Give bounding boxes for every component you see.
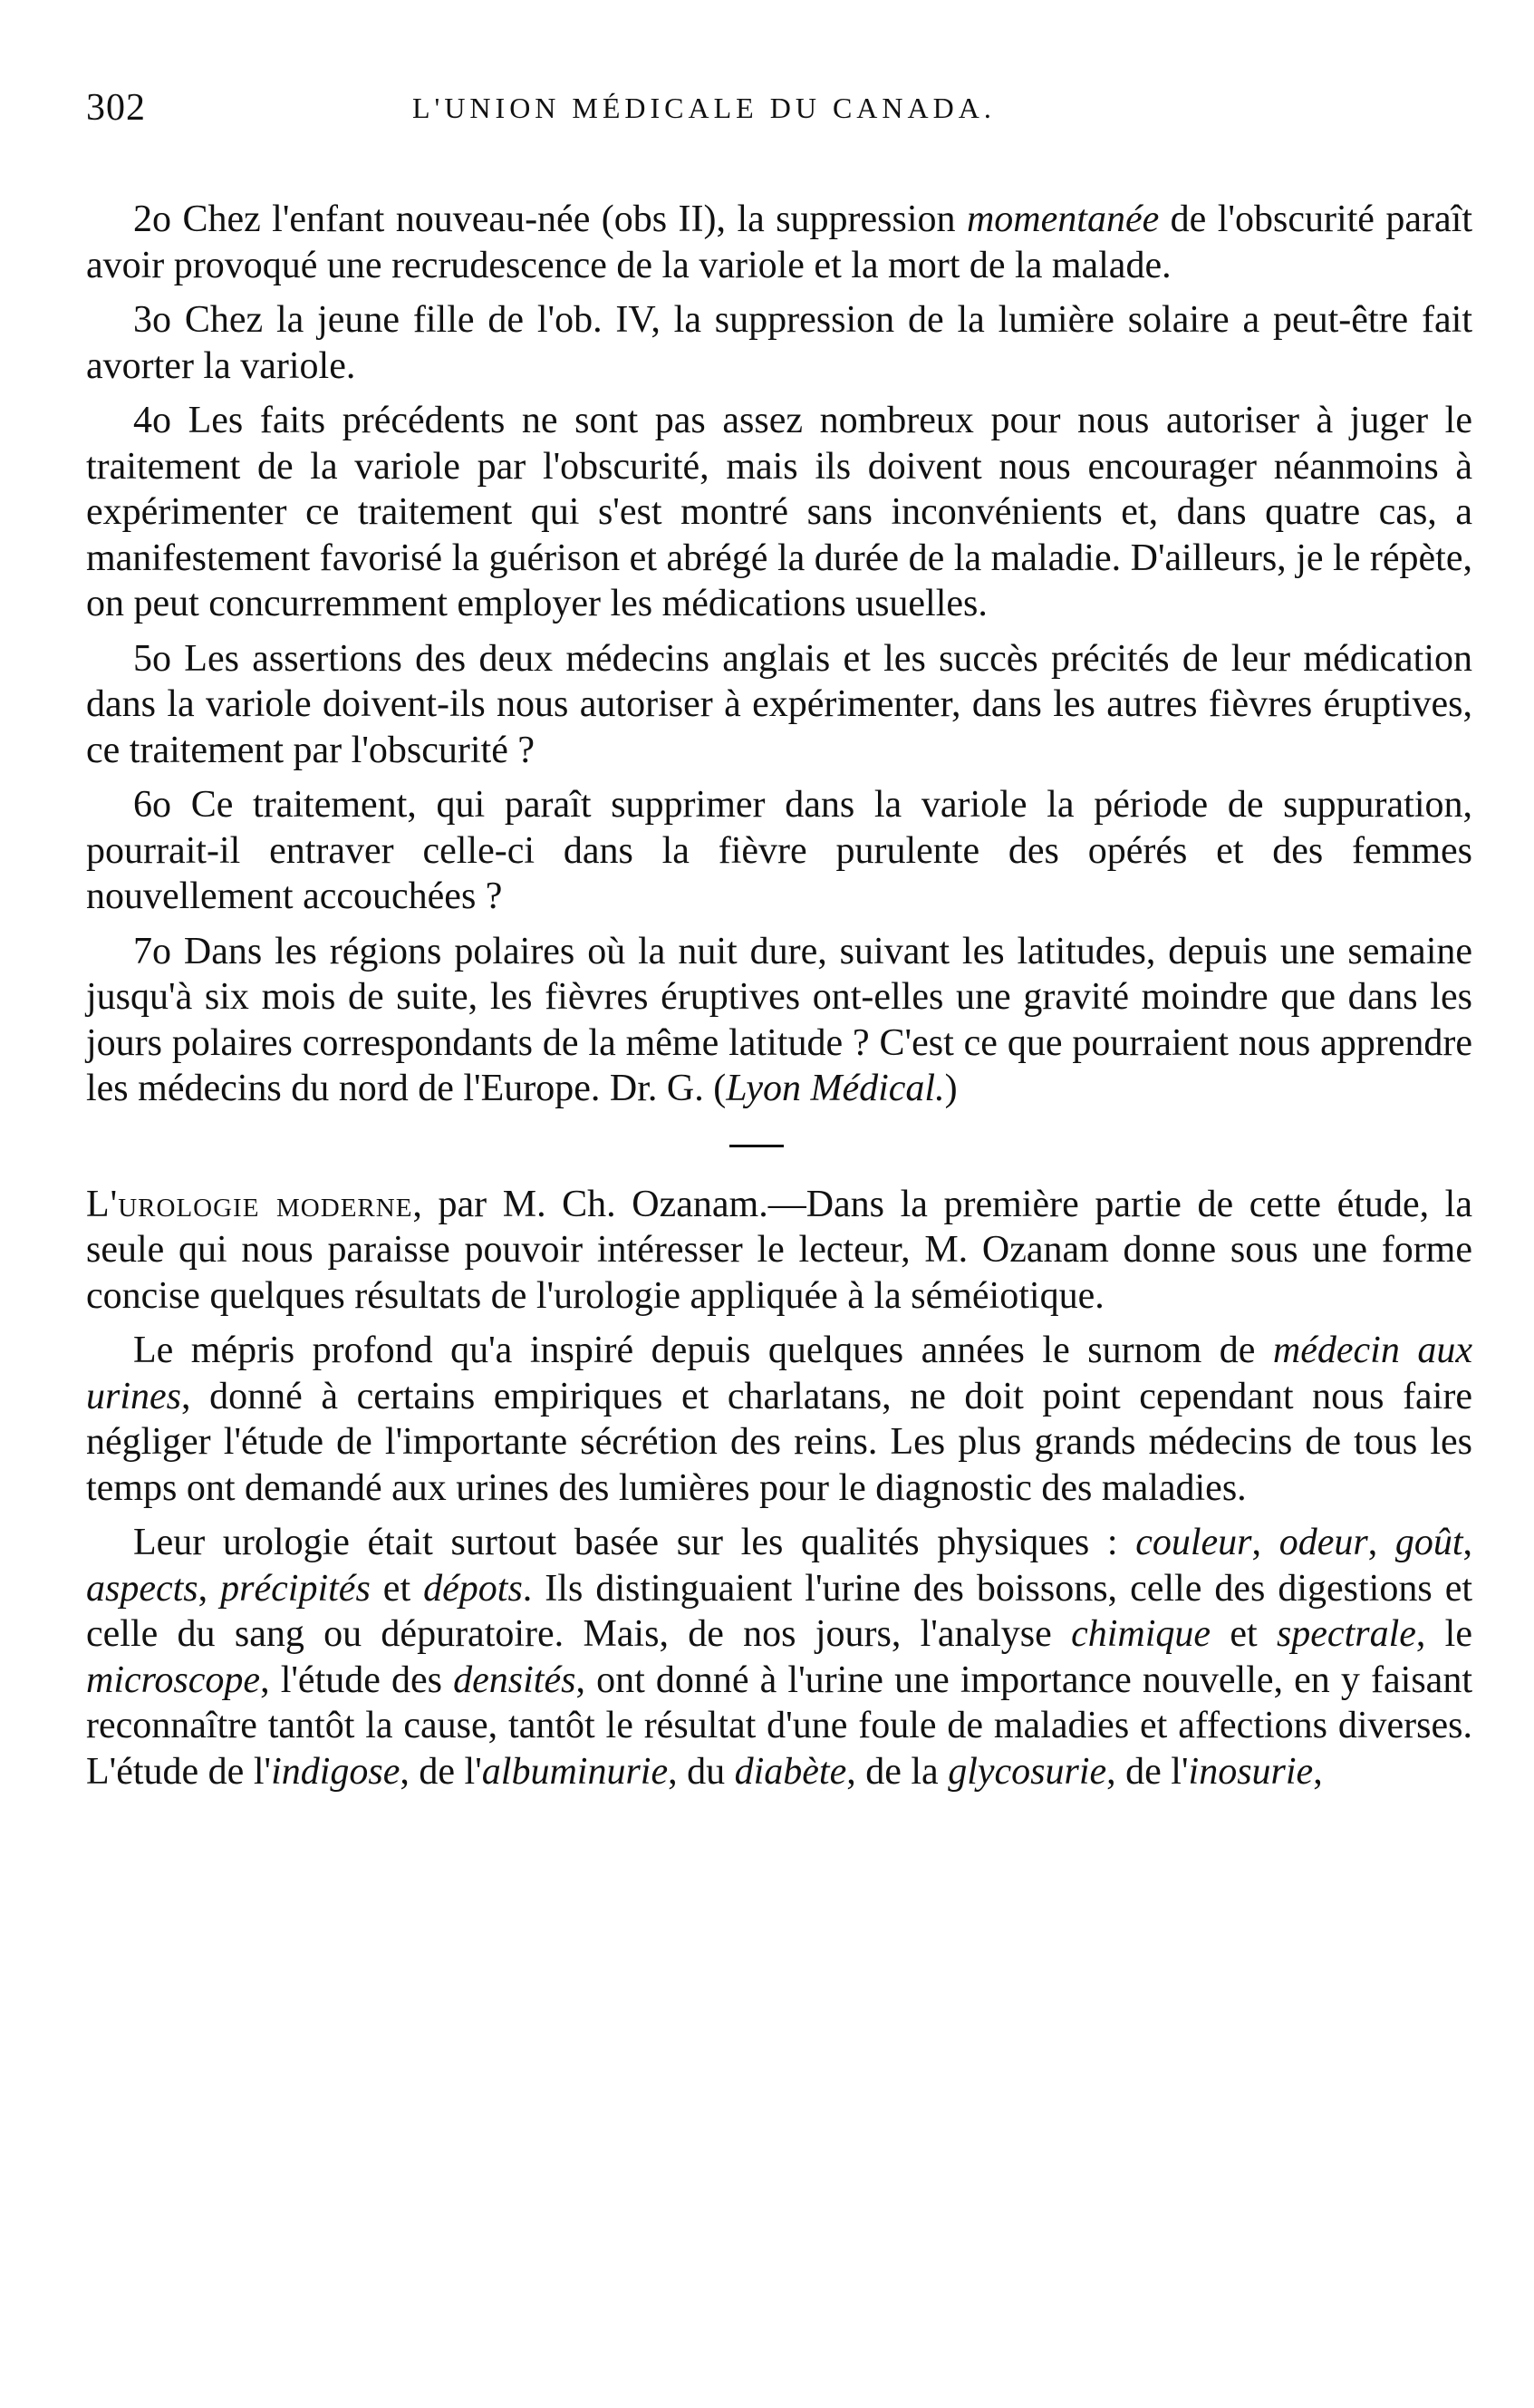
u3-s10: , l'étude des — [260, 1659, 454, 1701]
urology-2-text-a: Le mépris profond qu'a inspiré depuis quelques années le surnom de — [133, 1330, 1273, 1371]
u3-i11: indigose — [271, 1750, 400, 1793]
conclusion-2-text-a: 2o Chez l'enfant nouveau-née (obs II), la suppression — [133, 198, 967, 240]
paragraph-urology-2 — [86, 1328, 1472, 1511]
conclusion-7-text-a: 7o Dans les régions polaires où la nuit dure, suivant les latitudes, depuis une semaine jusqu'à six mois de suite, les fièvres éruptives ont-elles une gravité moindre que dans les jours polaires correspondants de la même latitude ? C'est ce que pourraient nous apprendre les médecins du nord de l'Europe. Dr. G. ( — [86, 930, 1472, 1109]
u3-s4: , — [1462, 1522, 1473, 1563]
urology-intro-text: , par M. Ch. Ozanam.—Dans la première partie de cette étude, la seule qui nous paraisse pouvoir intéresser le lecteur, M. Ozanam donne sous une forme concise quelques résultats de l'urologie appliquée à la séméiotique. — [86, 1183, 1472, 1317]
page-number: 302 — [86, 87, 146, 129]
paragraph-urology-3 — [86, 1520, 1472, 1794]
u3-s1: Leur urologie était surtout basée sur les qualités physiques : — [133, 1522, 1136, 1563]
source-citation: Lyon Médical. — [726, 1068, 945, 1109]
section-heading: L'urologie moderne — [86, 1183, 413, 1225]
u3-s15: , de l' — [1106, 1750, 1189, 1793]
u3-s13: , du — [668, 1750, 735, 1793]
u3-s14: , de la — [846, 1750, 949, 1793]
u3-i4: aspects — [86, 1567, 198, 1610]
paragraph-conclusion-7 — [86, 929, 1472, 1112]
conclusion-2-text-c: de l'obscurité paraît avoir provoqué une recrudescence de la variole et la mort de la malade. — [86, 198, 1472, 286]
u3-s8: et — [1211, 1613, 1277, 1655]
paragraph-conclusion-5: 5o Les assertions des deux médecins anglais et les succès précités de leur médication dans la variole doivent-ils nous autoriser à expérimenter, dans les autres fièvres éruptives, ce traitement par l'obscurité ? — [86, 637, 1472, 771]
u3-s12: , de l' — [400, 1750, 482, 1793]
paragraph-conclusion-6: 6o Ce traitement, qui paraît supprimer dans la variole la période de suppuration, pourrait-il entraver celle-ci dans la fièvre purulente des opérés et des femmes nouvellement accouchées ? — [86, 784, 1472, 917]
page — [86, 86, 1472, 1804]
u3-s7: . Ils distinguaient l'urine des boissons, celle des digestions et celle du sang ou dépuratoire. Mais, de nos jours, l'analyse — [86, 1567, 1473, 1655]
u3-s3: , — [1367, 1522, 1395, 1563]
urology-2-text-c: , donné à certains empiriques et charlatans, ne doit point cependant nous faire négliger l'étude de l'importante sécrétion des reins. Les plus grands médecins de tous les temps ont demandé aux urines des lumières pour le diagnostic des maladies. — [86, 1375, 1472, 1509]
paragraph-conclusion-4: 4o Les faits précédents ne sont pas assez nombreux pour nous autoriser à juger le traitement de la variole par l'obscurité, mais ils doivent nous encourager néanmoins à expérimenter ce traitement qui s'est montré sans inconvénients et, dans quatre cas, a manifestement favorisé la guérison et abrégé la durée de la maladie. D'ailleurs, je le répète, on peut concurremment employer les médications usuelles. — [86, 400, 1472, 624]
u3-i10: densités — [453, 1659, 576, 1701]
paragraph-conclusion-2 — [86, 197, 1472, 288]
u3-i9: microscope — [86, 1659, 261, 1701]
u3-i13: diabète — [734, 1750, 847, 1793]
urology-2-emphasis: médecin aux urines — [86, 1330, 1472, 1417]
u3-s16: , — [1313, 1750, 1323, 1793]
u3-i12: albuminurie — [481, 1750, 669, 1793]
u3-s11: , ont donné à l'urine une importance nouvelle, en y faisant reconnaître tantôt la cause, tantôt le résultat d'une foule de maladies et affections diverses. L'étude de l' — [86, 1659, 1472, 1793]
paragraph-urology-intro — [86, 1182, 1472, 1320]
u3-i14: glycosurie — [948, 1750, 1107, 1793]
u3-s9: , le — [1415, 1613, 1472, 1655]
conclusion-7-text-c: ) — [944, 1068, 958, 1109]
running-head — [86, 86, 1472, 140]
u3-i15: inosurie — [1188, 1750, 1314, 1793]
u3-i2: odeur — [1278, 1522, 1368, 1563]
u3-i3: goût — [1394, 1522, 1463, 1563]
u3-i1: couleur — [1135, 1522, 1252, 1563]
u3-i8: spectrale — [1276, 1613, 1416, 1655]
journal-title: L'UNION MÉDICALE DU CANADA. — [412, 92, 996, 124]
conclusion-2-emphasis: momentanée — [966, 198, 1160, 240]
u3-i6: dépots — [423, 1567, 523, 1610]
section-divider — [729, 1145, 784, 1147]
u3-s2: , — [1251, 1522, 1279, 1563]
paragraph-conclusion-3: 3o Chez la jeune fille de l'ob. IV, la suppression de la lumière solaire a peut-être fait avorter la variole. — [86, 299, 1472, 387]
u3-s5: , — [198, 1567, 221, 1610]
u3-s6: et — [370, 1567, 424, 1610]
u3-i7: chimique — [1071, 1613, 1211, 1655]
u3-i5: précipités — [220, 1567, 371, 1610]
